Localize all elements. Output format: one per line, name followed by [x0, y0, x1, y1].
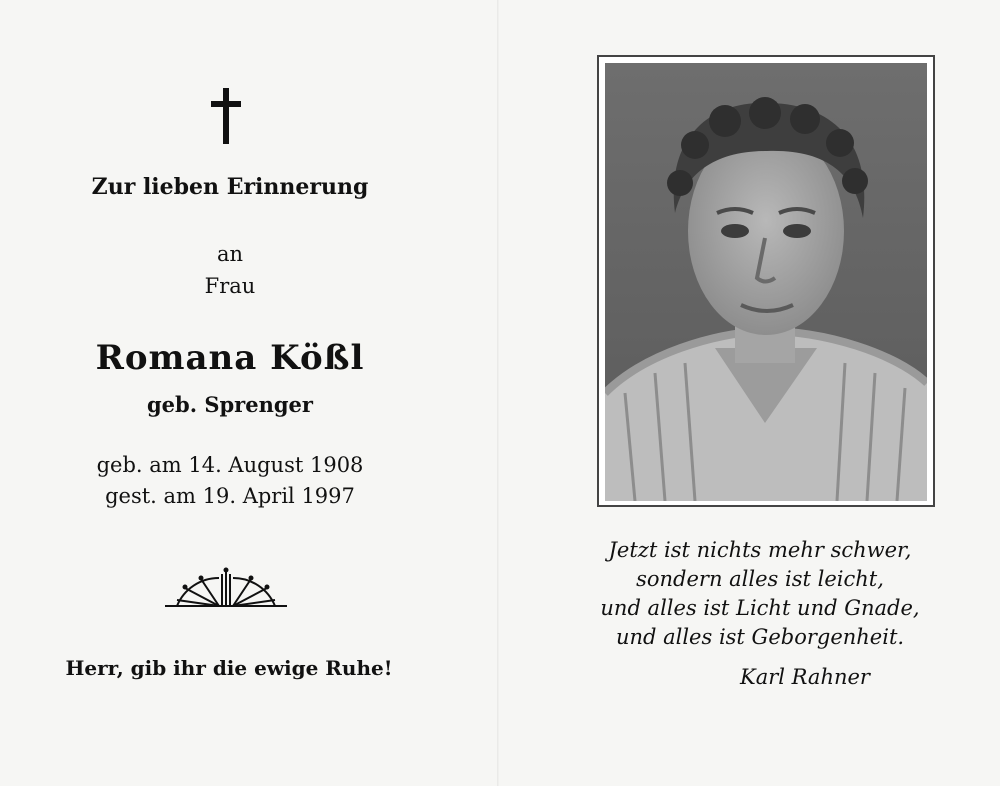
title-text: Frau	[204, 274, 256, 298]
fan-ornament-icon	[163, 566, 289, 610]
prayer-text: Herr, gib ihr die ewige Ruhe!	[65, 656, 393, 680]
birth-date: geb. am 14. August 1908	[96, 453, 364, 477]
quote-line: und alles ist Licht und Gnade,	[600, 596, 920, 620]
cross-icon	[211, 88, 241, 144]
preposition-text: an	[216, 242, 244, 266]
portrait-frame	[597, 55, 935, 507]
portrait-photo	[605, 63, 927, 501]
quote-author: Karl Rahner	[740, 665, 870, 689]
quote-line: Jetzt ist nichts mehr schwer,	[608, 538, 912, 562]
birth-name: geb. Sprenger	[146, 392, 313, 417]
left-panel	[0, 0, 460, 786]
death-date: gest. am 19. April 1997	[105, 484, 355, 508]
quote-line: sondern alles ist leicht,	[636, 567, 884, 591]
card-fold	[497, 0, 499, 786]
deceased-name: Romana Kößl	[95, 338, 365, 378]
greeting-text: Zur lieben Erinnerung	[91, 174, 369, 200]
quote-line: und alles ist Geborgenheit.	[615, 625, 905, 649]
